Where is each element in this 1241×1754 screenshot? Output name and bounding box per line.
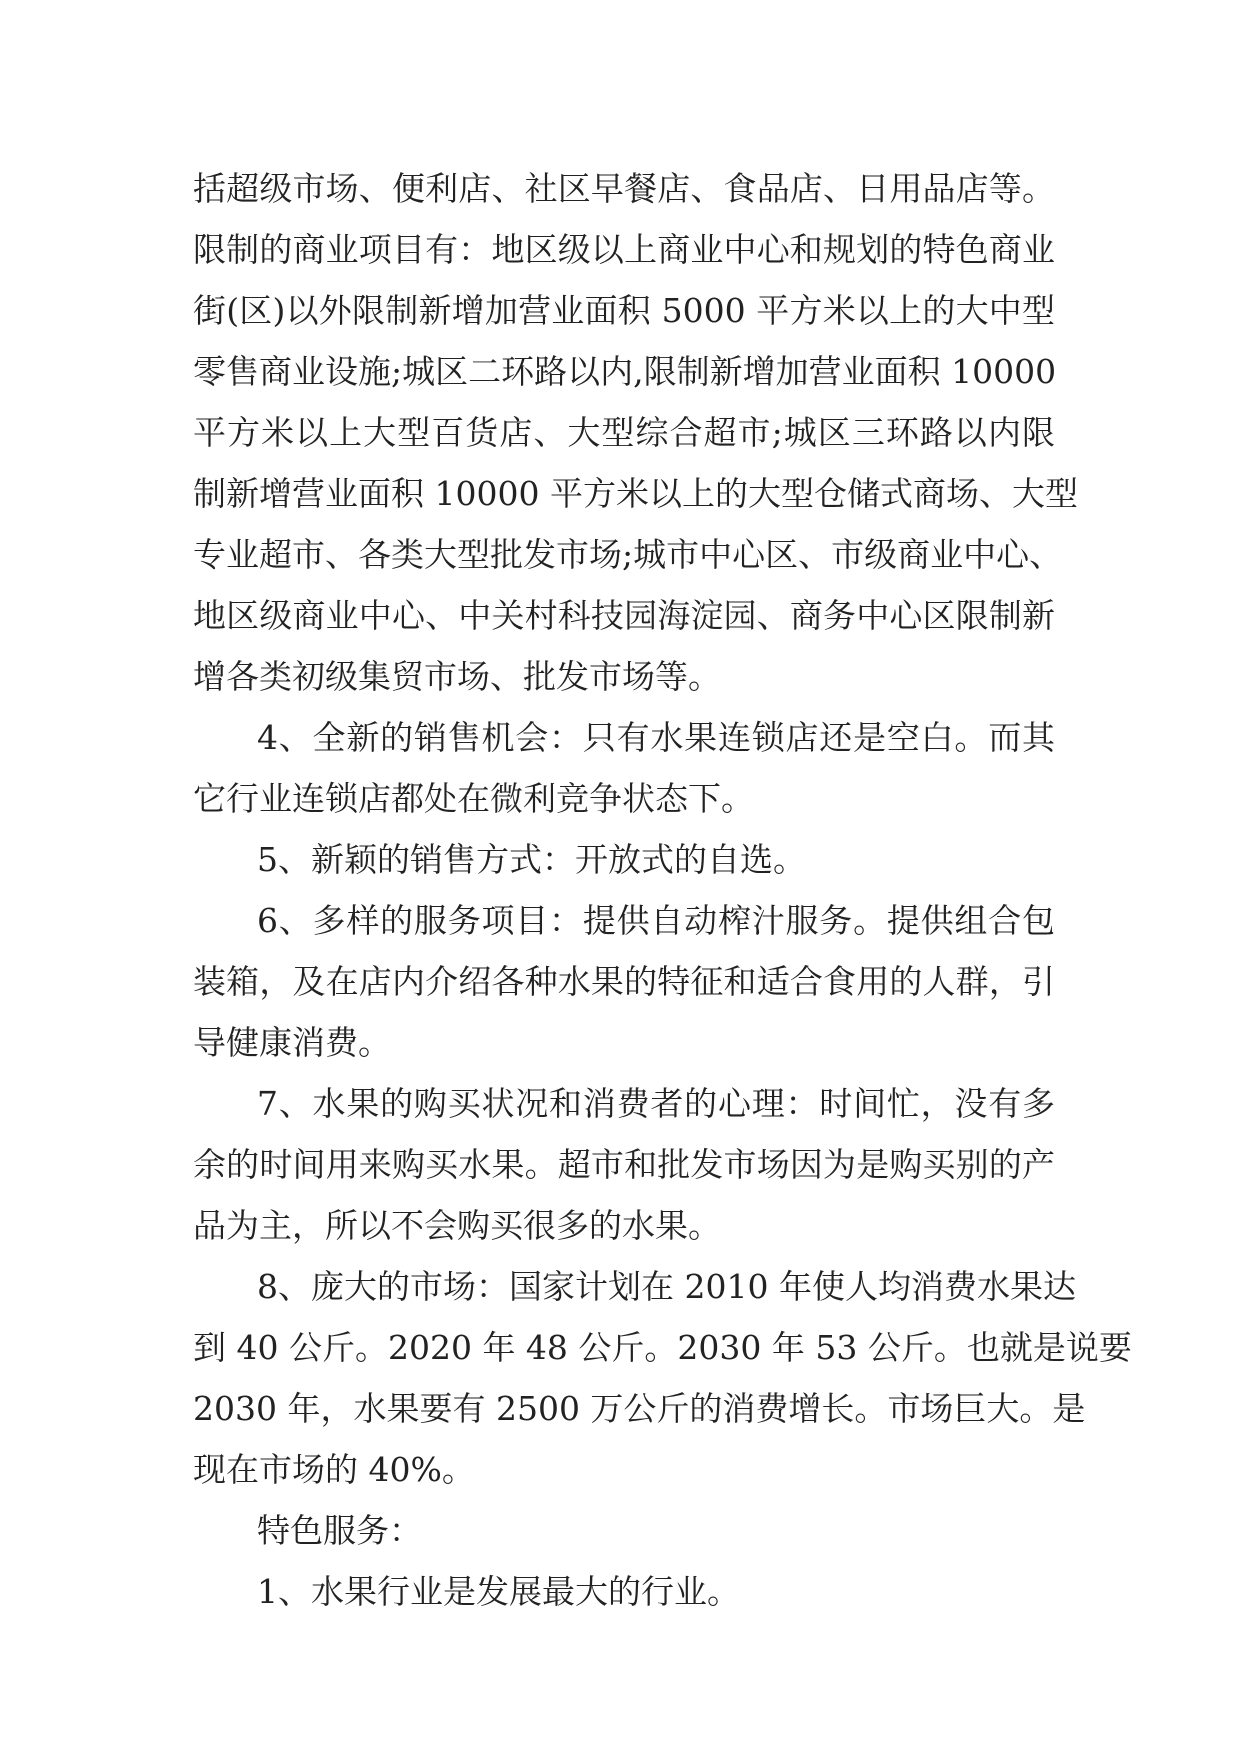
paragraph-5-line: 5、新颖的销售方式：开放式的自选。: [257, 840, 806, 879]
paragraph-6-line: 装箱，及在店内介绍各种水果的特征和适合食用的人群，引: [193, 962, 1055, 1001]
text-line: 零售商业设施;城区二环路以内,限制新增加营业面积 10000: [193, 352, 1057, 391]
paragraph-6-line: 6、多样的服务项目：提供自动榨汁服务。提供组合包: [257, 901, 1055, 940]
text-line: 括超级市场、便利店、社区早餐店、食品店、日用品店等。: [193, 169, 1055, 208]
text-line: 制新增营业面积 10000 平方米以上的大型仓储式商场、大型: [193, 474, 1078, 513]
paragraph-8-line: 到 40 公斤。2020 年 48 公斤。2030 年 53 公斤。也就是说要: [193, 1328, 1132, 1367]
paragraph-8-line: 2030 年，水果要有 2500 万公斤的消费增长。市场巨大。是: [193, 1389, 1086, 1428]
text-line: 限制的商业项目有：地区级以上商业中心和规划的特色商业: [193, 230, 1055, 269]
text-line: 增各类初级集贸市场、批发市场等。: [193, 657, 721, 696]
document-body: [193, 158, 1132, 1622]
text-line: 平方米以上大型百货店、大型综合超市;城区三环路以内限: [193, 413, 1055, 452]
paragraph-4-line: 4、全新的销售机会：只有水果连锁店还是空白。而其: [257, 718, 1055, 757]
text-line: 地区级商业中心、中关村科技园海淀园、商务中心区限制新: [193, 596, 1055, 635]
text-line: 专业超市、各类大型批发市场;城市中心区、市级商业中心、: [193, 535, 1063, 574]
paragraph-7-line: 余的时间用来购买水果。超市和批发市场因为是购买别的产: [193, 1145, 1055, 1184]
text-line: 街(区)以外限制新增加营业面积 5000 平方米以上的大中型: [193, 291, 1055, 330]
paragraph-8-line: 8、庞大的市场：国家计划在 2010 年使人均消费水果达: [257, 1267, 1076, 1306]
section-heading: 特色服务：: [257, 1511, 422, 1550]
paragraph-7-line: 7、水果的购买状况和消费者的心理：时间忙，没有多: [257, 1084, 1055, 1123]
list-item: 1、水果行业是发展最大的行业。: [257, 1572, 740, 1611]
paragraph-8-line: 现在市场的 40%。: [193, 1450, 475, 1489]
paragraph-7-line: 品为主，所以不会购买很多的水果。: [193, 1206, 721, 1245]
paragraph-6-line: 导健康消费。: [193, 1023, 391, 1062]
paragraph-4-line: 它行业连锁店都处在微利竞争状态下。: [193, 779, 754, 818]
